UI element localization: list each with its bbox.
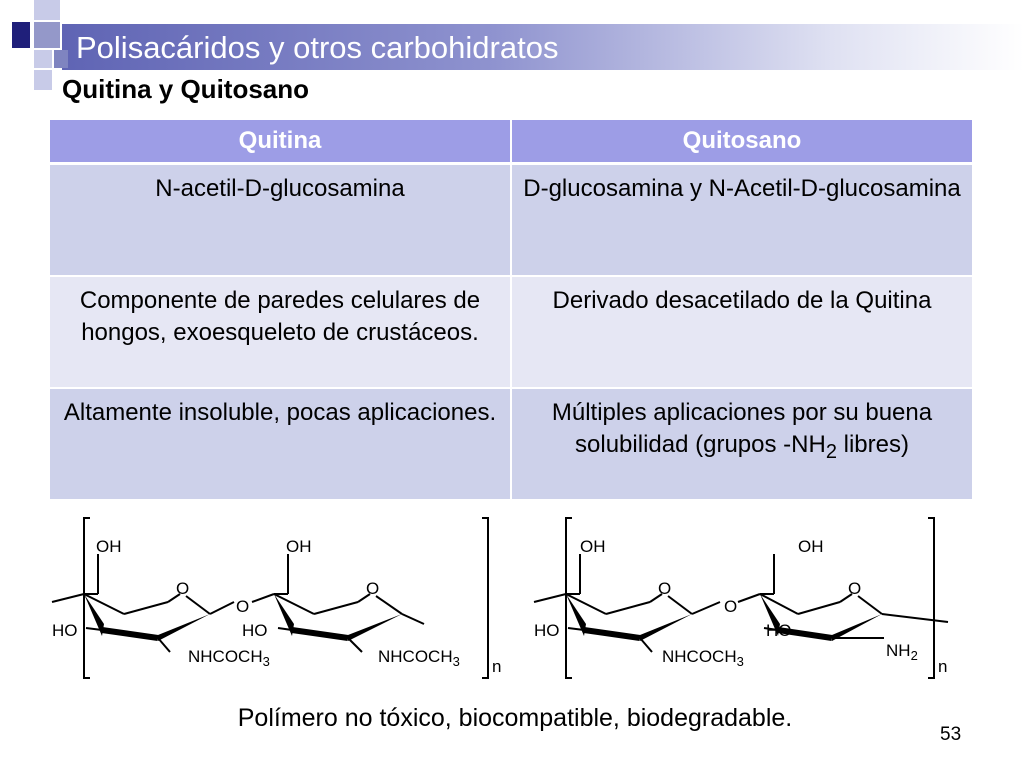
table-header-row	[50, 120, 972, 164]
amine-label	[886, 641, 918, 663]
chitosan-structure	[528, 512, 988, 684]
table-row	[50, 388, 972, 500]
cell-quitosano: Derivado desacetilado de la Quitina	[511, 276, 972, 388]
subscript: 3	[452, 654, 460, 669]
ho-label: HO	[52, 621, 78, 640]
glycosidic-oxygen-label: O	[724, 597, 738, 616]
page-subtitle: Quitina y Quitosano	[62, 74, 310, 104]
substituent-label	[662, 647, 744, 669]
oh-label: OH	[798, 537, 824, 556]
page-number: 53	[940, 724, 962, 745]
ring-oxygen-label: O	[366, 579, 380, 598]
subscript: 2	[910, 648, 918, 663]
chitin-structure	[46, 512, 506, 684]
glycosidic-oxygen-label: O	[236, 597, 250, 616]
decor-square	[34, 0, 60, 20]
repeat-unit-n: n	[938, 657, 948, 676]
decor-square	[34, 50, 52, 68]
ring-oxygen-label: O	[658, 579, 672, 598]
oh-label: OH	[286, 537, 312, 556]
cell-text: Múltiples aplicaciones por su buena solubilidad (grupos -NH	[551, 399, 933, 458]
subscript: 3	[736, 654, 744, 669]
table-row	[50, 164, 972, 277]
substituent-text: NHCOCH	[188, 647, 263, 666]
ring-oxygen-label: O	[176, 579, 190, 598]
decor-square	[34, 22, 60, 48]
repeat-unit-n: n	[492, 657, 502, 676]
substituent-text: NHCOCH	[378, 647, 453, 666]
footer-text: Polímero no tóxico, biocompatible, biodegradable.	[237, 704, 793, 732]
oh-label: OH	[580, 537, 606, 556]
header-quitosano: Quitosano	[511, 120, 972, 164]
page-title: Polisacáridos y otros carbohidratos	[76, 30, 559, 65]
ho-label: HO	[534, 621, 560, 640]
cell-quitina: Componente de paredes celulares de hongos, exoesqueleto de crustáceos.	[50, 276, 511, 388]
table-row	[50, 276, 972, 388]
subscript: 2	[825, 440, 837, 463]
amine-text: NH	[886, 641, 911, 660]
header-quitina: Quitina	[50, 120, 511, 164]
substituent-label	[188, 647, 270, 669]
cell-quitina: N-acetil-D-glucosamina	[50, 164, 511, 277]
substituent-text: NHCOCH	[662, 647, 737, 666]
ring-oxygen-label: O	[848, 579, 862, 598]
cell-text: libres)	[836, 431, 909, 458]
ho-label: HO	[766, 621, 792, 640]
footer-caption	[0, 704, 1024, 733]
oh-label: OH	[96, 537, 122, 556]
decor-square	[54, 50, 68, 68]
ho-label: HO	[242, 621, 268, 640]
subscript: 3	[262, 654, 270, 669]
cell-quitosano: D-glucosamina y N-Acetil-D-glucosamina	[511, 164, 972, 277]
comparison-table	[50, 120, 972, 501]
cell-quitosano	[511, 388, 972, 500]
substituent-label	[378, 647, 460, 669]
decor-square	[34, 70, 52, 90]
decor-square	[12, 22, 30, 48]
cell-quitina: Altamente insoluble, pocas aplicaciones.	[50, 388, 511, 500]
